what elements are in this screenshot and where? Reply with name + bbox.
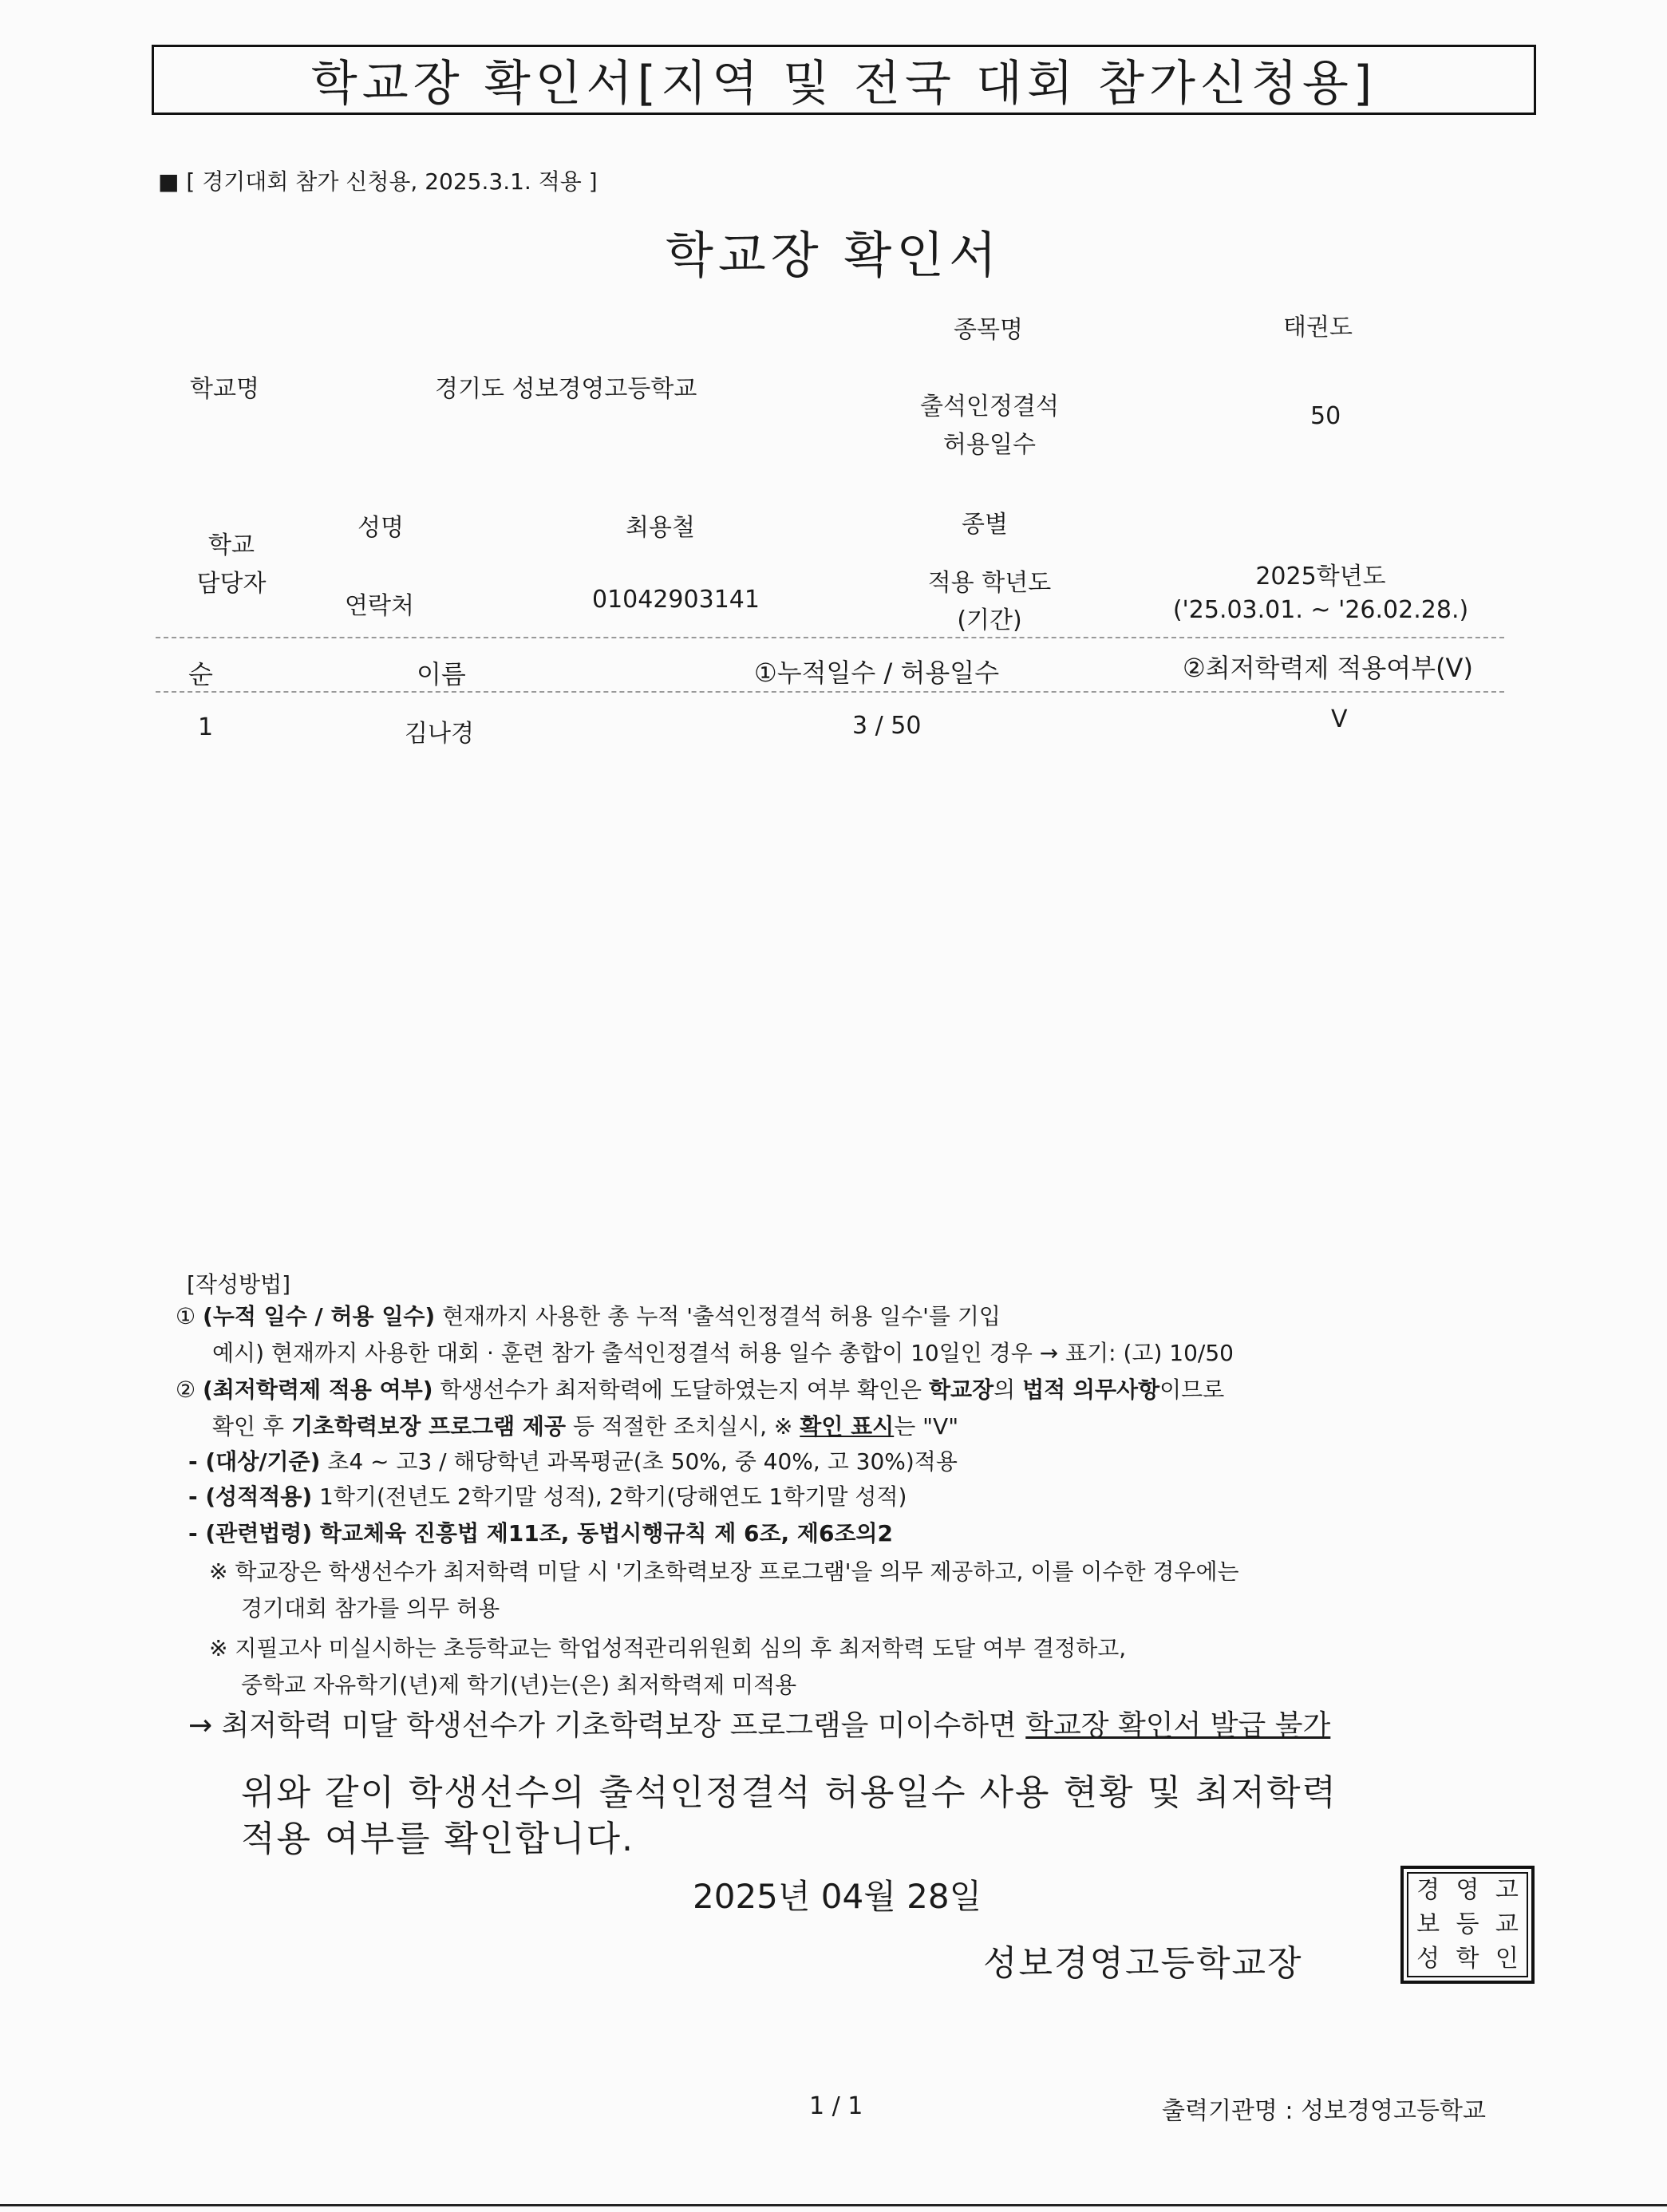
table-top-divider <box>156 637 1504 638</box>
col-header-no: 순 <box>188 659 213 689</box>
detail-law-heading: - (관련법령) <box>188 1520 313 1546</box>
col-header-days: ①누적일수 / 허용일수 <box>754 658 1000 688</box>
seal-char: 영 <box>1456 1876 1479 1905</box>
row-min-check: V <box>1331 705 1348 733</box>
seal-char: 성 <box>1416 1944 1440 1973</box>
allowed-days-value: 50 <box>1310 402 1341 430</box>
note-remark-1: ※ 학교장은 학생선수가 최저학력 미달 시 '기초학력보장 프로그램'을 의무 제공하고, 이를 이수한 경우에는 <box>209 1558 1239 1585</box>
apply-period-value: ('25.03.01. ~ '26.02.28.) <box>1172 596 1469 624</box>
note-warning <box>188 1703 1330 1744</box>
detail-law <box>188 1516 893 1548</box>
note-remark-2: ※ 지필고사 미실시하는 초등학교는 학업성적관리위원회 심의 후 최저학력 도달 여부 결정하고, <box>209 1635 1127 1661</box>
square-bullet-icon: ■ <box>158 168 180 195</box>
table-header-divider <box>156 691 1504 693</box>
confirm-line-1: 위와 같이 학생선수의 출석인정결석 허용일수 사용 현황 및 최저학력 <box>241 1772 1337 1813</box>
note-2-l2-text-b: 등 적절한 조치실시, ※ <box>566 1413 800 1440</box>
apply-year-label-2: (기간) <box>957 606 1022 634</box>
detail-grades-heading: - (성적적용) <box>188 1483 313 1510</box>
row-no: 1 <box>198 713 214 741</box>
note-2-l2-bold-a: 기초학력보장 프로그램 제공 <box>290 1413 567 1440</box>
col-header-name: 이름 <box>417 659 466 689</box>
note-1 <box>176 1299 1001 1331</box>
note-1-heading: (누적 일수 / 허용 일수) <box>203 1303 436 1329</box>
manager-contact-label: 연락처 <box>345 592 414 620</box>
detail-target <box>188 1444 958 1476</box>
seal-char: 인 <box>1495 1944 1519 1973</box>
note-2-l2-text-c: 는 "V" <box>894 1413 959 1440</box>
note-1-example: 예시) 현재까지 사용한 대회 · 훈련 참가 출석인정결석 허용 일수 총합이 10일인 경우 → 표기: (고) 10/50 <box>212 1340 1234 1366</box>
detail-grades <box>188 1479 907 1511</box>
application-note-text: [ 경기대회 참가 신청용, 2025.3.1. 적용 ] <box>186 168 598 195</box>
col-header-min-academic: ②최저학력제 적용여부(V) <box>1183 653 1473 683</box>
row-name: 김나경 <box>405 720 474 748</box>
page-number: 1 / 1 <box>809 2092 863 2120</box>
detail-target-heading: - (대상/기준) <box>188 1448 321 1475</box>
application-note <box>158 164 598 196</box>
note-warning-text: → 최저학력 미달 학생선수가 기초학력보장 프로그램을 미이수하면 <box>188 1709 1026 1742</box>
note-remark-1-cont: 경기대회 참가를 의무 허용 <box>241 1595 500 1621</box>
apply-year-label-1: 적용 학년도 <box>927 569 1052 597</box>
note-remark-2-cont: 중학교 자유학기(년)제 학기(년)는(은) 최저학력제 미적용 <box>241 1672 797 1698</box>
category-label: 종별 <box>962 511 1008 539</box>
page-bottom-edge <box>0 2204 1667 2206</box>
issuer-name: 출력기관명 : 성보경영고등학교 <box>1162 2097 1486 2125</box>
note-2 <box>176 1373 1224 1404</box>
seal-char: 교 <box>1495 1910 1519 1938</box>
note-1-number: ① <box>176 1303 196 1329</box>
school-value: 경기도 성보경영고등학교 <box>435 375 697 403</box>
school-label: 학교명 <box>190 375 259 403</box>
note-2-l2-bold-b: 확인 표시 <box>800 1413 895 1440</box>
detail-target-text: 초4 ~ 고3 / 해당학년 과목평균(초 50%, 중 40%, 고 30%)적용 <box>320 1448 958 1475</box>
issue-date: 2025년 04월 28일 <box>693 1877 982 1916</box>
manager-contact-value: 01042903141 <box>592 586 760 614</box>
note-2-bold-a: 학교장 <box>928 1377 994 1403</box>
apply-year-value: 2025학년도 <box>1255 563 1386 591</box>
seal-char: 경 <box>1416 1876 1440 1905</box>
note-warning-underlined: 학교장 확인서 발급 불가 <box>1025 1709 1331 1742</box>
note-2-text-a: 학생선수가 최저학력에 도달하였는지 여부 확인은 <box>433 1377 929 1403</box>
confirm-line-2: 적용 여부를 확인합니다. <box>241 1819 634 1859</box>
note-2-text-c: 이므로 <box>1159 1377 1225 1403</box>
manager-name-label: 성명 <box>357 514 404 542</box>
allowed-days-label-1: 출석인정결석 <box>920 393 1059 421</box>
notes-title: [작성방법] <box>187 1271 291 1298</box>
principal-name: 성보경영고등학교장 <box>983 1943 1303 1984</box>
sport-value: 태권도 <box>1283 314 1353 342</box>
manager-label-1: 학교 <box>208 531 255 559</box>
detail-law-text: 학교체육 진흥법 제11조, 동법시행규칙 제 6조, 제6조의2 <box>312 1520 894 1546</box>
detail-grades-text: 1학기(전년도 2학기말 성적), 2학기(당해연도 1학기말 성적) <box>312 1483 907 1510</box>
note-1-text: 현재까지 사용한 총 누적 '출석인정결석 허용 일수'를 기입 <box>435 1303 1001 1329</box>
sport-label: 종목명 <box>954 316 1023 344</box>
seal-char: 학 <box>1456 1944 1479 1973</box>
allowed-days-label-2: 허용일수 <box>943 431 1036 459</box>
note-2-number: ② <box>176 1377 196 1403</box>
note-2-heading: (최저학력제 적용 여부) <box>203 1377 433 1403</box>
note-2-text-b: 의 <box>993 1377 1023 1403</box>
seal-char: 고 <box>1495 1876 1519 1905</box>
note-2-bold-b: 법적 의무사항 <box>1022 1377 1160 1403</box>
note-2-l2-text-a: 확인 후 <box>212 1413 291 1440</box>
manager-name-value: 최용철 <box>626 514 695 542</box>
banner-title: 학교장 확인서[지역 및 전국 대회 참가신청용] <box>152 45 1536 115</box>
seal-char: 보 <box>1416 1910 1440 1938</box>
note-2-line-2 <box>212 1409 958 1441</box>
seal-char: 등 <box>1456 1910 1479 1938</box>
manager-label-2: 담당자 <box>196 570 267 598</box>
school-seal <box>1400 1866 1535 1984</box>
document-title: 학교장 확인서 <box>665 226 1002 284</box>
row-days: 3 / 50 <box>852 712 922 740</box>
